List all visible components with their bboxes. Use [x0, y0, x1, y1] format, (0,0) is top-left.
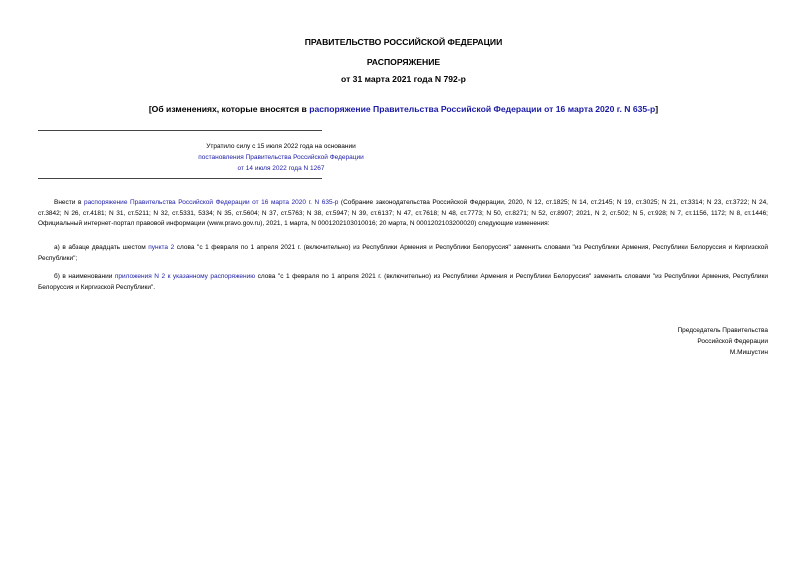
para-a-prefix-text: а) в абзаце двадцать шестом [54, 244, 149, 251]
repeal-notice-text: Утратило силу с 15 июля 2022 года на основании [206, 143, 356, 150]
repeal-resolution-link[interactable]: постановления Правительства Российской Федерации [198, 154, 364, 161]
document-subject [0, 104, 807, 114]
point-2-link[interactable]: пункта 2 [148, 244, 175, 251]
intro-rest-text: (Собрание законодательства Российской Федерации, 2020, N 12, ст.1825; N 14, ст.2145; N 19, ст.3025; N 21, ст.3314; N 23, ст.3722; N 24, ст.3842; N 26, ст.4181; N 31, ст.5211; N 32, ст.5331, 5334; N 35, ст.5604; N 37, ст.5763; N 38, ст.5947; N 39, ст.6137; N 47, ст.7618; N 48, ст.7773; N 50, ст.8271; N 52, ст.8907; 2021, N 2, ст.502; N 5, ст.928; N 7, ст.1156, 1172; N 8, ст.1446; Официальный интернет-портал правовой информации (www.pravo.gov.ru), 2021, 1 марта, N 0001202103010016; 20 марта, N 0001202103200020) следующие изменения: [38, 199, 768, 227]
paragraph-intro [38, 198, 768, 230]
appendix-2-link[interactable]: приложения N 2 к указанному распоряжению [114, 273, 256, 280]
repeal-notice [38, 141, 524, 174]
signature-position: Председатель Правительства [677, 327, 768, 334]
intro-prefix-text: Внести в [54, 199, 84, 206]
para-a-rest-text: слова "с 1 февраля по 1 апреля 2021 г. (включительно) из Республики Армения и Республики Белоруссия" заменить словами "из Республики Армения, Республики Белоруссия и Киргизской Республики"; [38, 244, 768, 262]
para-b-prefix-text: б) в наименовании [54, 273, 115, 280]
signature-organization: Российской Федерации [697, 338, 768, 345]
government-heading: ПРАВИТЕЛЬСТВО РОССИЙСКОЙ ФЕДЕРАЦИИ [304, 37, 503, 47]
subject-open-text: [Об изменениях, которые вносятся в [148, 104, 310, 114]
intro-decree-link[interactable]: распоряжение Правительства Российской Федерации от 16 марта 2020 г. N 635-р [83, 199, 339, 206]
signature-name: М.Мишустин [729, 349, 768, 356]
document-date-number: от 31 марта 2021 года N 792-р [341, 74, 466, 84]
para-b-rest-text: слова "с 1 февраля по 1 апреля 2021 г. (включительно) из Республики Армения и Республики Белоруссия" заменить словами "из Республики Армения, Республики Белоруссия и Киргизской Республики". [38, 273, 768, 291]
divider-top [38, 130, 322, 131]
paragraph-a [38, 243, 768, 264]
repeal-resolution-date-link[interactable]: от 14 июля 2022 года N 1267 [237, 165, 325, 172]
signature-block [568, 325, 768, 358]
divider-bottom [38, 178, 322, 179]
subject-decree-link[interactable]: распоряжение Правительства Российской Федерации от 16 марта 2020 г. N 635-р [309, 104, 656, 114]
document-type-heading: РАСПОРЯЖЕНИЕ [366, 57, 441, 67]
paragraph-b [38, 272, 768, 293]
subject-close-text: ] [655, 104, 659, 114]
